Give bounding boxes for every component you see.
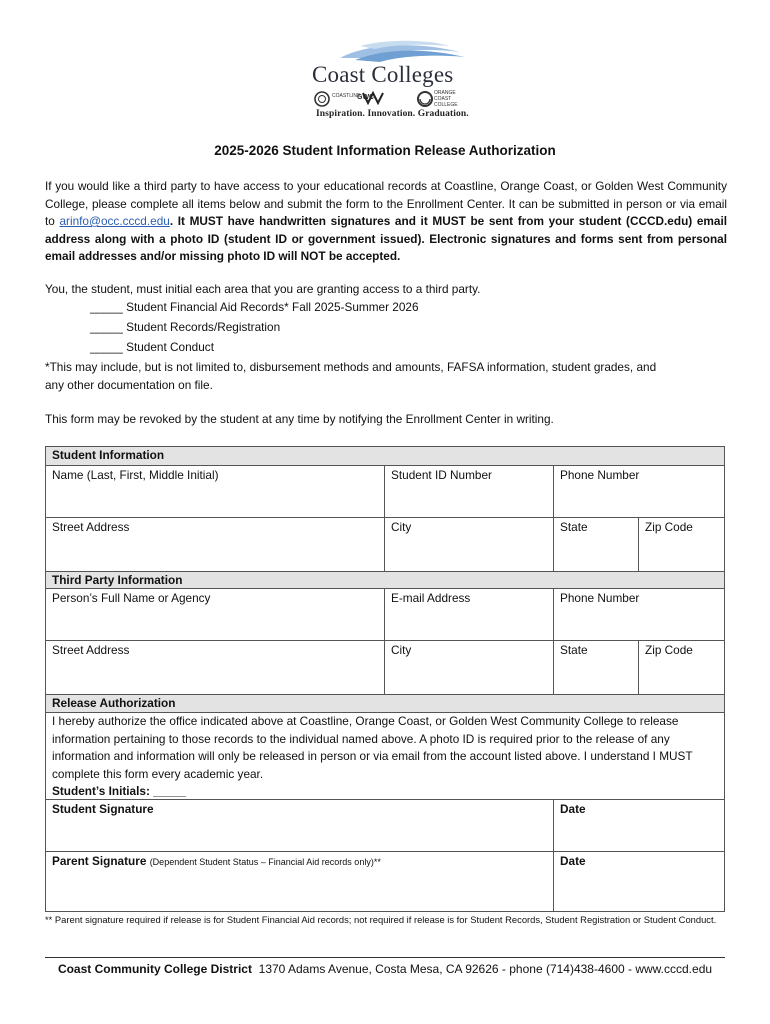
- district-address: 1370 Adams Avenue, Costa Mesa, CA 92626 - phone (714)438-4600 - www.cccd.edu: [258, 962, 713, 976]
- parent-signature-label: Parent Signature: [52, 854, 147, 868]
- parent-signature-date-field[interactable]: Date: [560, 854, 586, 868]
- revoke-text: This form may be revoked by the student at any time by notifying the Enrollment Center in writing.: [45, 412, 554, 426]
- footnote-line-1: *This may include, but is not limited to, disbursement methods and amounts, FAFSA information, student grades, and: [45, 360, 657, 374]
- third-party-header: Third Party Information: [46, 572, 724, 588]
- footer-divider: [45, 957, 725, 958]
- initial-instruction: You, the student, must initial each area that you are granting access to a third party.: [45, 282, 481, 296]
- third-party-email-field[interactable]: E-mail Address: [391, 591, 471, 605]
- student-phone-field[interactable]: Phone Number: [560, 468, 640, 482]
- logo-wordmark: Coast Colleges: [312, 62, 454, 87]
- parent-signature-field[interactable]: [46, 851, 553, 911]
- document-title: 2025-2026 Student Information Release Authorization: [214, 143, 556, 158]
- footer-district-info: [0, 962, 770, 976]
- logo-tagline: Inspiration. Innovation. Graduation.: [316, 109, 469, 119]
- email-link[interactable]: arinfo@occ.cccd.edu: [59, 214, 170, 228]
- intro-text: If you would like a third party to have access to your educational records at Coastline, Orange Coast, or Golden West Community College, please complete all items below and submit the form to the Enrollment Center. It can be submitted in person or via email to: [45, 179, 727, 228]
- access-item-conduct: _____ Student Conduct: [90, 340, 214, 354]
- district-name: Coast Community College District: [57, 962, 252, 976]
- third-party-street-field[interactable]: Street Address: [52, 643, 130, 657]
- parent-signature-note: (Dependent Student Status – Financial Aid records only)**: [149, 857, 381, 867]
- access-item-records: _____ Student Records/Registration: [90, 320, 281, 334]
- third-party-state-field[interactable]: State: [560, 643, 588, 657]
- release-auth-header: Release Authorization: [46, 695, 724, 712]
- student-signature-field[interactable]: Student Signature: [52, 802, 154, 816]
- intro-requirements: . It MUST have handwritten signatures and it MUST be sent from your student (CCCD.edu) email address along with a photo ID (student ID or government issued). Electronic signatures and forms sent from personal email addresses and/or missing photo ID will NOT be accepted.: [45, 214, 727, 263]
- student-id-field[interactable]: Student ID Number: [391, 468, 492, 482]
- footnote-line-2: any other documentation on file.: [45, 378, 213, 392]
- third-party-zip-field[interactable]: Zip Code: [645, 643, 693, 657]
- third-party-name-field[interactable]: Person’s Full Name or Agency: [52, 591, 211, 605]
- student-name-field[interactable]: Name (Last, First, Middle Initial): [52, 468, 219, 482]
- release-form-table: [45, 446, 725, 912]
- student-city-field[interactable]: City: [391, 520, 412, 534]
- logo-college-occ: ORANGE COAST COLLEGE: [434, 90, 458, 108]
- student-signature-date-field[interactable]: Date: [560, 802, 586, 816]
- third-party-city-field[interactable]: City: [391, 643, 412, 657]
- parent-signature-footnote: ** Parent signature required if release is for Student Financial Aid records; not required if release is for Student Records, Student Registration or Student Conduct.: [45, 914, 717, 925]
- coast-colleges-logo: [300, 40, 475, 124]
- student-initials-label[interactable]: Student’s Initials: _____: [52, 784, 186, 798]
- student-state-field[interactable]: State: [560, 520, 588, 534]
- student-info-header: Student Information: [46, 447, 724, 465]
- release-auth-text: [52, 713, 718, 801]
- logo-college-coastline: COASTLINE: [332, 93, 361, 99]
- student-zip-field[interactable]: Zip Code: [645, 520, 693, 534]
- access-item-financial-aid: _____ Student Financial Aid Records* Fall 2025-Summer 2026: [90, 300, 419, 314]
- third-party-phone-field[interactable]: Phone Number: [560, 591, 640, 605]
- intro-paragraph: [45, 178, 727, 266]
- student-street-field[interactable]: Street Address: [52, 520, 130, 534]
- release-statement: I hereby authorize the office indicated above at Coastline, Orange Coast, or Golden West Community College to release information pertaining to those records to the individual named above. A photo ID is required prior to the release of any information and information will only be released in person or via email from the account listed above. I understand I MUST complete this form every academic year.: [52, 714, 693, 781]
- logo-college-gwc: GWC: [357, 94, 375, 101]
